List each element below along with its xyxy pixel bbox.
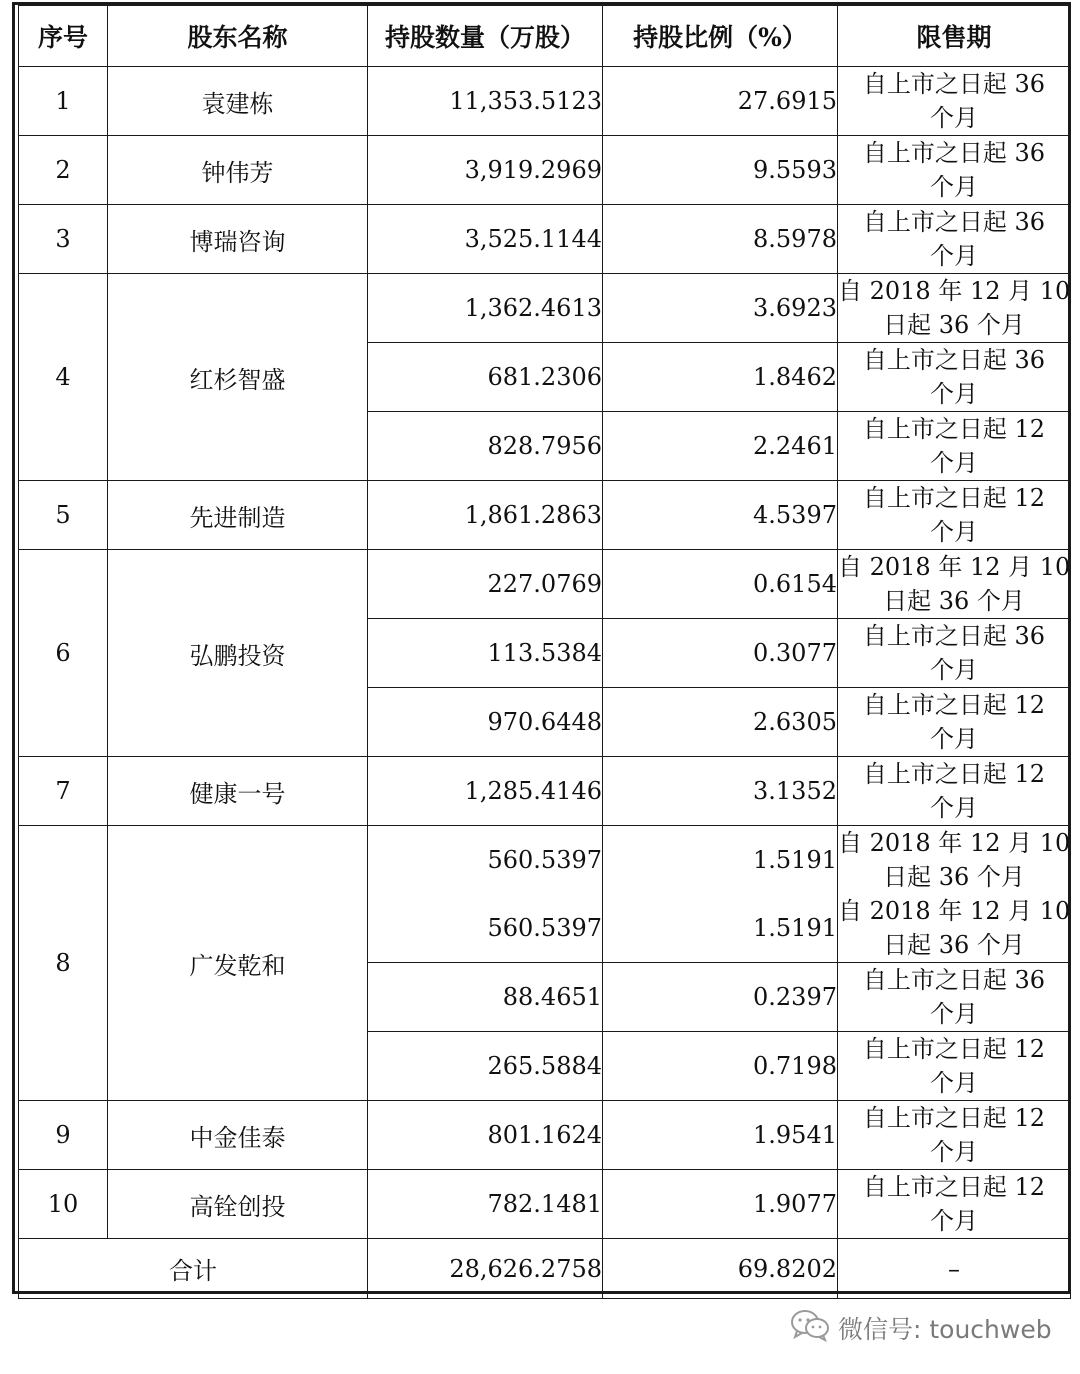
ratio-cell: 1.9077 [603, 1170, 838, 1239]
total-label: 合计 [19, 1239, 368, 1299]
table-row [19, 550, 1071, 619]
lockup-line-1: 自上市之日起 12 [862, 691, 1046, 719]
header-name: 股东名称 [108, 6, 368, 67]
shares-cell: 3,525.1144 [368, 205, 603, 274]
row-no: 6 [19, 550, 108, 757]
lockup-cell [838, 619, 1071, 688]
lockup-cell [838, 1101, 1071, 1170]
table-row [19, 274, 1071, 343]
lockup-line-2: 个月 [930, 518, 978, 546]
ratio-cell: 27.6915 [603, 67, 838, 136]
shares-cell: 227.0769 [368, 550, 603, 619]
shareholder-name: 健康一号 [108, 757, 368, 826]
lockup-line-2: 个月 [930, 1069, 978, 1097]
lockup-line-2: 日起 36 个月 [883, 863, 1025, 891]
lockup-cell [838, 963, 1071, 1032]
lockup-line-1: 自 2018 年 12 月 10 [838, 277, 1071, 305]
lockup-line-1: 自上市之日起 36 [862, 208, 1046, 236]
header-shares: 持股数量（万股） [368, 6, 603, 67]
lockup-line-2: 个月 [930, 380, 978, 408]
row-no: 9 [19, 1101, 108, 1170]
row-no: 1 [19, 67, 108, 136]
lockup-line-1: 自 2018 年 12 月 10 [838, 897, 1071, 925]
total-row [19, 1239, 1071, 1299]
wechat-icon [790, 1308, 838, 1348]
row-no: 2 [19, 136, 108, 205]
shareholder-name: 高铨创投 [108, 1170, 368, 1239]
lockup-line-2: 个月 [930, 1207, 978, 1235]
ratio-cell: 8.5978 [603, 205, 838, 274]
table-row [19, 757, 1071, 826]
ratio-cell: 3.6923 [603, 274, 838, 343]
table-row [19, 1170, 1071, 1239]
row-no: 8 [19, 826, 108, 1101]
shares-cell: 970.6448 [368, 688, 603, 757]
row-no: 10 [19, 1170, 108, 1239]
shareholder-name: 广发乾和 [108, 826, 368, 1101]
ratio-cell: 0.6154 [603, 550, 838, 619]
lockup-cell [838, 136, 1071, 205]
row-no: 4 [19, 274, 108, 481]
lockup-cell [838, 205, 1071, 274]
ratio-cell: 2.2461 [603, 412, 838, 481]
shares-cell: 3,919.2969 [368, 136, 603, 205]
ratio-cell: 1.9541 [603, 1101, 838, 1170]
ratio-cell: 9.5593 [603, 136, 838, 205]
total-ratio: 69.8202 [603, 1239, 838, 1299]
lockup-line-1: 自上市之日起 12 [862, 484, 1046, 512]
lockup-cell [838, 274, 1071, 343]
ratio-cell: 0.2397 [603, 963, 838, 1032]
shareholder-name: 钟伟芳 [108, 136, 368, 205]
table-header-row [19, 6, 1071, 67]
shares-cell: 828.7956 [368, 412, 603, 481]
lockup-cell [838, 550, 1071, 619]
lockup-line-2: 日起 36 个月 [883, 931, 1025, 959]
shareholder-name: 弘鹏投资 [108, 550, 368, 757]
lockup-cell [838, 1032, 1071, 1101]
shares-cell: 265.5884 [368, 1032, 603, 1101]
shares-cell: 88.4651 [368, 963, 603, 1032]
lockup-line-2: 个月 [930, 1000, 978, 1028]
lockup-line-2: 个月 [930, 449, 978, 477]
table-row [19, 826, 1071, 895]
shares-cell: 782.1481 [368, 1170, 603, 1239]
row-no: 5 [19, 481, 108, 550]
lockup-line-2: 个月 [930, 1138, 978, 1166]
wechat-watermark [790, 1308, 1052, 1348]
lockup-line-2: 日起 36 个月 [883, 311, 1025, 339]
lockup-line-2: 个月 [930, 173, 978, 201]
ratio-cell: 3.1352 [603, 757, 838, 826]
shares-cell: 11,353.5123 [368, 67, 603, 136]
ratio-cell: 0.3077 [603, 619, 838, 688]
lockup-line-1: 自上市之日起 36 [862, 139, 1046, 167]
table-row [19, 1101, 1071, 1170]
lockup-cell [838, 67, 1071, 136]
lockup-cell [838, 1170, 1071, 1239]
lockup-line-1: 自上市之日起 12 [862, 760, 1046, 788]
lockup-cell [838, 826, 1071, 895]
shareholder-name: 博瑞咨询 [108, 205, 368, 274]
lockup-line-1: 自上市之日起 36 [862, 622, 1046, 650]
lockup-line-1: 自 2018 年 12 月 10 [838, 553, 1071, 581]
ratio-cell: 4.5397 [603, 481, 838, 550]
ratio-cell: 1.5191 [603, 826, 838, 895]
shares-cell: 560.5397 [368, 826, 603, 895]
table-row [19, 136, 1071, 205]
lockup-line-1: 自上市之日起 36 [862, 966, 1046, 994]
lockup-cell [838, 412, 1071, 481]
shares-cell: 801.1624 [368, 1101, 603, 1170]
lockup-line-2: 个月 [930, 242, 978, 270]
header-lockup: 限售期 [838, 6, 1071, 67]
lockup-line-1: 自 2018 年 12 月 10 [838, 829, 1071, 857]
header-ratio: 持股比例（%） [603, 6, 838, 67]
lockup-line-2: 日起 36 个月 [883, 587, 1025, 615]
ratio-cell: 1.5191 [603, 894, 838, 963]
lockup-line-2: 个月 [930, 725, 978, 753]
ratio-cell: 0.7198 [603, 1032, 838, 1101]
row-no: 3 [19, 205, 108, 274]
lockup-line-1: 自上市之日起 12 [862, 1035, 1046, 1063]
shareholder-name: 红杉智盛 [108, 274, 368, 481]
shareholder-name: 中金佳泰 [108, 1101, 368, 1170]
total-shares: 28,626.2758 [368, 1239, 603, 1299]
lockup-line-2: 个月 [930, 656, 978, 684]
lockup-cell [838, 894, 1071, 963]
shareholder-name: 袁建栋 [108, 67, 368, 136]
lockup-line-1: 自上市之日起 12 [862, 1173, 1046, 1201]
shares-cell: 1,285.4146 [368, 757, 603, 826]
shares-cell: 113.5384 [368, 619, 603, 688]
row-no: 7 [19, 757, 108, 826]
lockup-line-2: 个月 [930, 104, 978, 132]
lockup-cell [838, 481, 1071, 550]
table-row [19, 205, 1071, 274]
lockup-cell [838, 757, 1071, 826]
shareholder-name: 先进制造 [108, 481, 368, 550]
ratio-cell: 2.6305 [603, 688, 838, 757]
lockup-line-2: 个月 [930, 794, 978, 822]
shares-cell: 681.2306 [368, 343, 603, 412]
lockup-line-1: 自上市之日起 12 [862, 415, 1046, 443]
shareholder-table [18, 5, 1071, 1299]
table-row [19, 67, 1071, 136]
shares-cell: 1,861.2863 [368, 481, 603, 550]
lockup-line-1: 自上市之日起 12 [862, 1104, 1046, 1132]
table-row [19, 481, 1071, 550]
lockup-line-1: 自上市之日起 36 [862, 346, 1046, 374]
total-lockup: – [838, 1239, 1071, 1299]
ratio-cell: 1.8462 [603, 343, 838, 412]
header-no: 序号 [19, 6, 108, 67]
lockup-cell [838, 688, 1071, 757]
lockup-line-1: 自上市之日起 36 [862, 70, 1046, 98]
shares-cell: 1,362.4613 [368, 274, 603, 343]
watermark-text: 微信号: touchweb [838, 1315, 1052, 1344]
lockup-cell [838, 343, 1071, 412]
shares-cell: 560.5397 [368, 894, 603, 963]
